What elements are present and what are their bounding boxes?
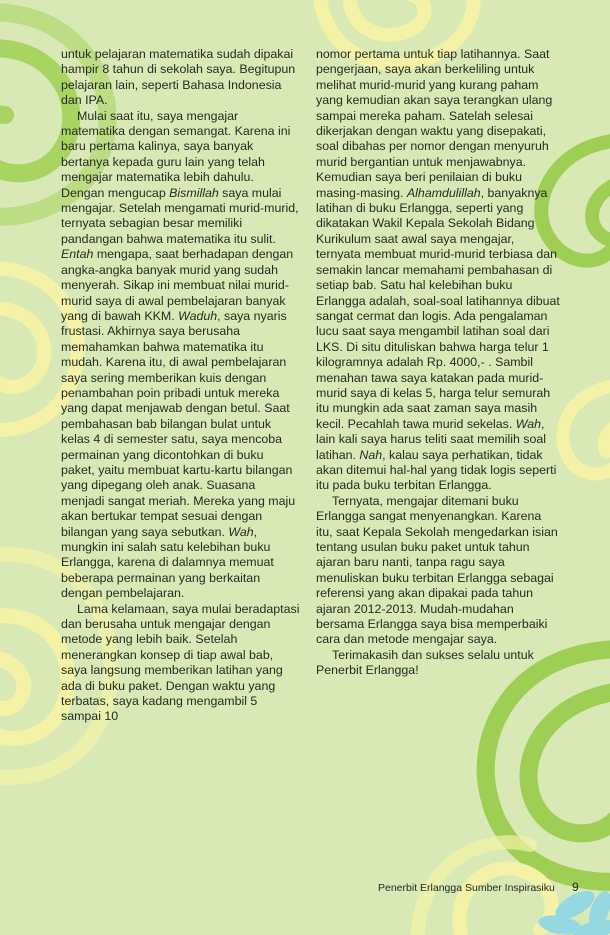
- text-run: saya mulai mengajar. Setelah mengamati murid-murid, ternyata sebagian besar memiliki pandangan bahwa matematika itu sulit.: [61, 185, 299, 246]
- paragraph: [316, 494, 560, 648]
- text-run: nomor pertama untuk tiap latihannya. Saat pengerjaan, saya akan berkeliling untuk melihat murid-murid yang kurang paham yang kemudian akan saya terangkan ulang sampai mereka paham. Satelah selesai dikerjakan dengan waktu yang disepakati, soal dibahas per nomor dengan menyuruh murid bergantian untuk menjawabnya. Kemudian saya beri penilaian di buku masing-masing.: [316, 47, 553, 200]
- italic-text: Nah: [359, 447, 383, 462]
- footer-publisher-tagline: Penerbit Erlangga Sumber Inspirasiku: [378, 882, 555, 894]
- paragraph: [61, 109, 300, 602]
- text-run: Ternyata, mengajar ditemani buku Erlangga sangat menyenangkan. Karena itu, saat Kepala Sekolah mengedarkan isian tentang usulan buku paket untuk tahun ajaran baru nanti, tanpa ragu saya menuliskan buku terbitan Erlangga sebagai referensi yang akan dipakai pada tahun ajaran 2012-2013. Mudah-mudahan bersama Erlangga saya bisa memperbaiki cara dan metode mengajar saya.: [316, 493, 558, 647]
- italic-text: Waduh: [178, 308, 218, 323]
- text-run: , mungkin ini salah satu kelebihan buku Erlangga, karena di dalamnya memuat beberapa permainan yang berkaitan dengan pembelajaran.: [61, 524, 274, 601]
- text-run: untuk pelajaran matematika sudah dipakai hampir 8 tahun di sekolah saya. Begitupun pelajaran lain, seperti Bahasa Indonesia dan IPA.: [61, 47, 296, 108]
- page-number: 9: [572, 880, 579, 894]
- paragraph: [61, 47, 300, 109]
- text-run: , lain kali saya harus teliti saat memilih soal latihan.: [316, 416, 547, 462]
- text-run: Mulai saat itu, saya mengajar matematika dengan semangat. Karena ini baru pertama kalinya, saya banyak bertanya kepada guru lain yang telah mengajar matematika lebih dahulu. Dengan mengucap: [61, 108, 291, 200]
- paragraph: [61, 602, 300, 725]
- italic-text: Wah: [228, 524, 254, 539]
- text-run: Lama kelamaan, saya mulai beradaptasi dan berusaha untuk mengajar dengan metode yang lebih baik. Setelah menerangkan konsep di tiap awal bab, saya langsung memberikan latihan yang ada di buku paket. Dengan waktu yang terbatas, saya kadang mengambil 5 sampai 10: [61, 601, 300, 724]
- text-run: , kalau saya perhatikan, tidak akan ditemui hal-hal yang tidak logis seperti itu pada buku terbitan Erlangga.: [316, 447, 557, 493]
- italic-text: Entah: [61, 247, 94, 262]
- article-column-left: [61, 47, 300, 725]
- paragraph: [316, 648, 560, 679]
- text-run: Terimakasih dan sukses selalu untuk Penerbit Erlangga!: [316, 647, 534, 678]
- italic-text: Wah: [515, 416, 541, 431]
- italic-text: Alhamdulillah: [406, 185, 481, 200]
- text-run: , saya nyaris frustasi. Akhirnya saya berusaha memahamkan bahwa matematika itu mudah. Karena itu, di awal pembelajaran saya sering memberikan kuis dengan penambahan poin pribadi untuk mereka yang dapat menjawab dengan betul. Saat pembahasan bab bilangan bulat untuk kelas 4 di semester satu, saya mencoba permainan yang dicontohkan di buku paket, yaitu membuat kartu-kartu bilangan yang dipegang oleh anak. Suasana menjadi sangat meriah. Mereka yang maju akan bertukar tempat sesuai dengan bilangan yang saya sebutkan.: [61, 308, 296, 539]
- text-run: , banyaknya latihan di buku Erlangga, seperti yang dikatakan Wakil Kepala Sekolah Bidang Kurikulum saat awal saya mengajar, ternyata membuat murid-murid terbiasa dan semakin lancar memahami pembahasan di setiap bab. Satu hal kelebihan buku Erlangga adalah, soal-soal latihannya dibuat sangat cermat dan logis. Ada pengalaman lucu saat saya mengambil latihan soal dari LKS. Di situ dituliskan bahwa harga telur 1 kilogramnya adalah Rp. 4000,- . Sambil menahan tawa saya katakan pada murid-murid saya di kelas 5, harga telur semurah itu mungkin ada saat zaman saya masih kecil. Pecahlah tawa murid sekelas.: [316, 185, 560, 431]
- italic-text: Bismillah: [169, 185, 219, 200]
- text-run: mengapa, saat berhadapan dengan angka-angka banyak murid yang sudah menyerah. Sikap ini membuat nilai murid-murid saya di awal pembelajaran banyak yang di bawah KKM.: [61, 247, 294, 323]
- article-column-right: [316, 47, 560, 679]
- paragraph: [316, 47, 560, 494]
